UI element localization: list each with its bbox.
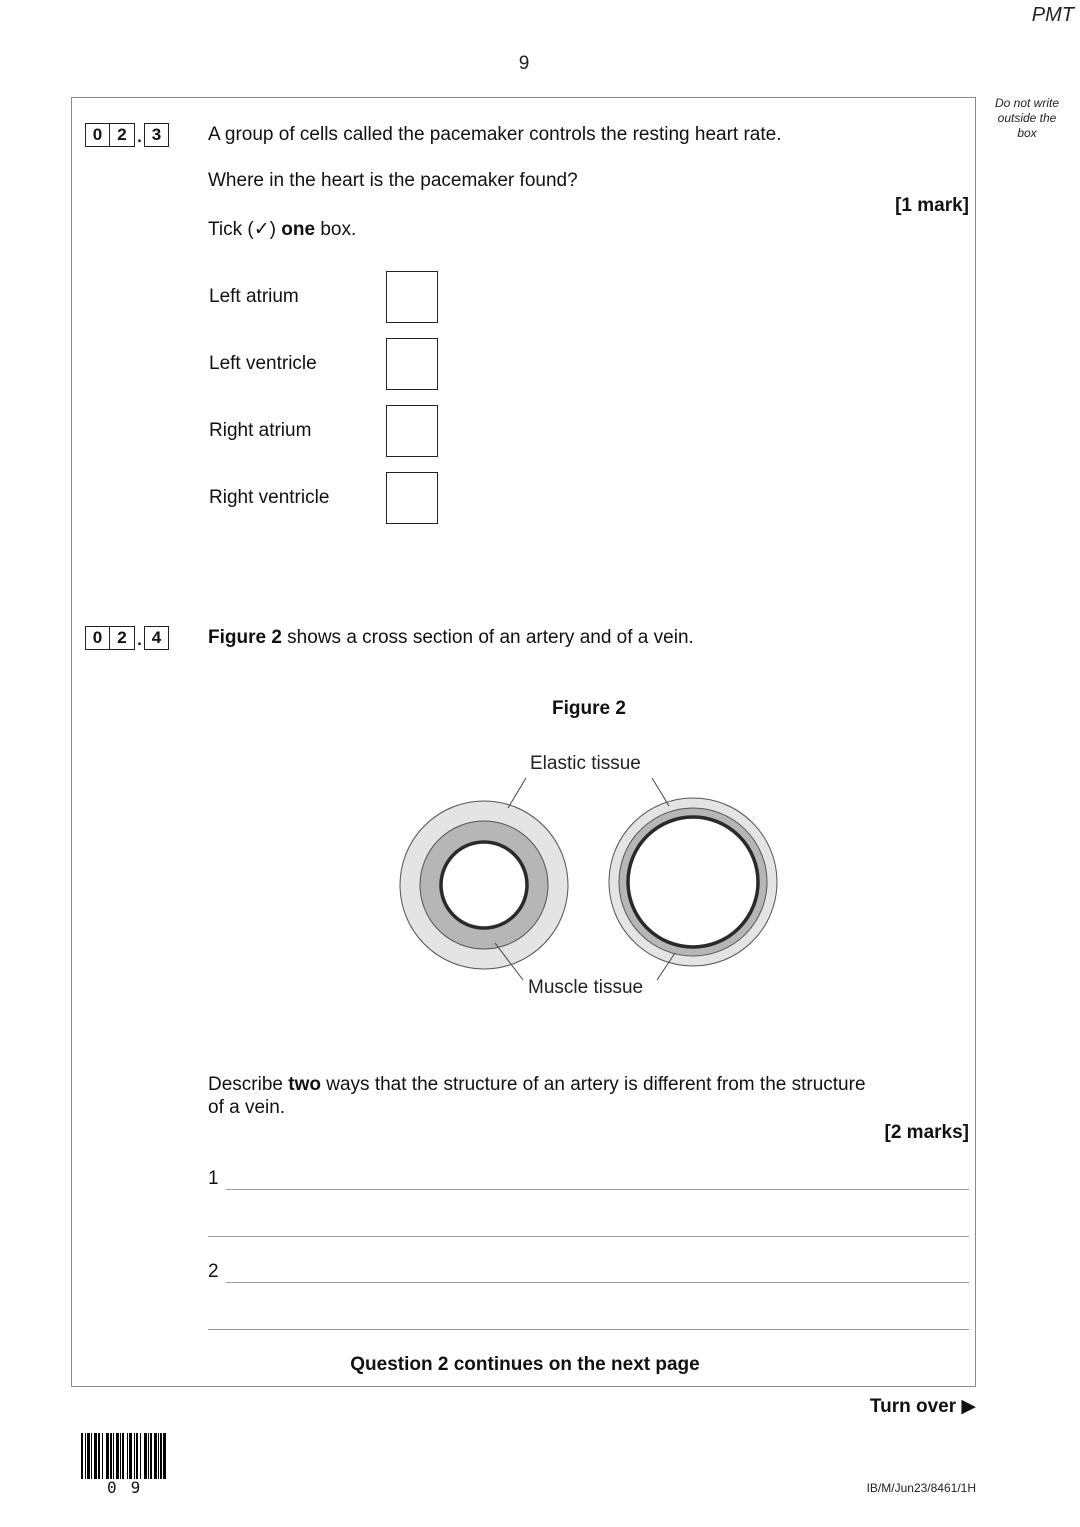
figure-reference: Figure 2 [208,627,282,648]
artery-cross-section [400,801,568,969]
qnum-digit: 3 [144,123,169,147]
prompt-text: ways that the structure of an artery is different from the structure [320,1074,866,1095]
tickbox-right-ventricle[interactable] [386,472,438,524]
question-stem [208,627,694,649]
instruction-text: box. [315,219,357,240]
option-label-right-ventricle: Right ventricle [209,487,330,508]
answer-line-number: 2 [208,1261,219,1282]
answer-line-1b[interactable] [208,1236,969,1237]
answer-line-2b[interactable] [208,1329,969,1330]
margin-note-line: box [1017,126,1037,140]
answer-line-number: 1 [208,1168,219,1189]
barcode-number: 09 [107,1478,155,1497]
question-stem: A group of cells called the pacemaker controls the resting heart rate. [208,124,782,145]
instruction-text: Tick (✓) [208,219,282,240]
question-prompt-line2: of a vein. [208,1097,286,1118]
barcode [81,1433,179,1479]
muscle-tissue-label: Muscle tissue [528,977,644,998]
question-prompt [208,1074,866,1096]
question-number-02-4 [85,626,169,650]
figure-title: Figure 2 [552,698,626,719]
margin-note-line: outside the [997,111,1057,125]
elastic-tissue-label: Elastic tissue [530,753,641,774]
qnum-digit: 2 [110,626,135,650]
stem-text: shows a cross section of an artery and of a vein. [281,627,694,648]
prompt-text: Describe [208,1074,289,1095]
margin-note-line: Do not write [994,96,1060,110]
question-text: Where in the heart is the pacemaker found? [208,170,578,191]
option-label-left-atrium: Left atrium [209,286,299,307]
qnum-dot: . [137,630,142,649]
option-label-right-atrium: Right atrium [209,420,312,441]
marks-label: [2 marks] [884,1122,969,1143]
qnum-digit: 0 [85,123,110,147]
tickbox-left-atrium[interactable] [386,271,438,323]
page-number: 9 [518,53,530,74]
margin-note [985,96,1069,141]
continues-notice: Question 2 continues on the next page [350,1354,700,1375]
qnum-digit: 2 [110,123,135,147]
marks-label: [1 mark] [895,195,969,216]
qnum-dot: . [137,127,142,146]
paper-code: IB/M/Jun23/8461/1H [866,1481,976,1495]
tickbox-right-atrium[interactable] [386,405,438,457]
option-label-left-ventricle: Left ventricle [209,353,317,374]
watermark: PMT [1031,4,1074,26]
vein-cross-section [609,798,777,966]
prompt-emphasis: two [288,1074,321,1095]
tick-instruction [208,218,356,241]
question-number-02-3 [85,123,169,147]
answer-line-2[interactable] [226,1282,969,1283]
answer-line-1[interactable] [226,1189,969,1190]
tickbox-left-ventricle[interactable] [386,338,438,390]
qnum-digit: 0 [85,626,110,650]
instruction-emphasis: one [281,219,316,240]
turn-over-label: Turn over ▶ [869,1396,976,1417]
qnum-digit: 4 [144,626,169,650]
